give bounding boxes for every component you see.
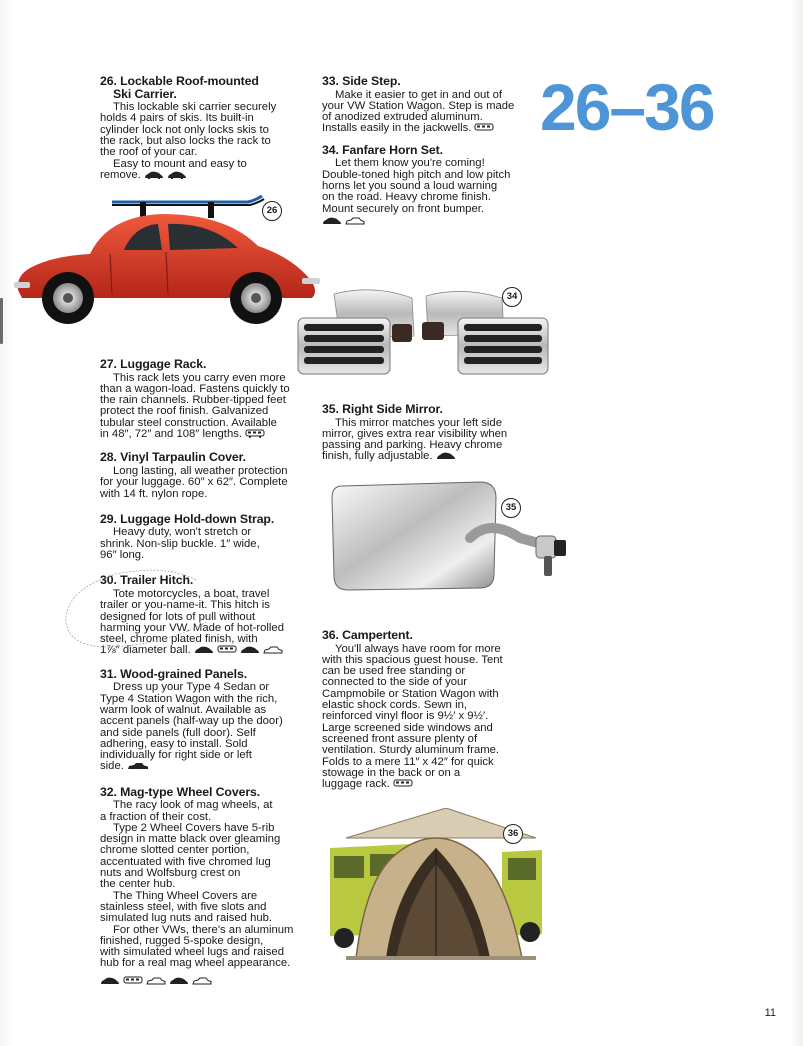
item-34-text: Let them know you're coming! Double-toned high pitch and low pitch horns let you sound a loud warning on the road. Heavy chrome finish. Mount securely on front bumper.: [322, 157, 511, 215]
item-26: [100, 75, 302, 181]
item-30-title: 30. Trailer Hitch.: [100, 573, 194, 588]
beetle-silhouette-icon: [240, 646, 260, 654]
item-32-text: The racy look of mag wheels, at a fraction of their cost. Type 2 Wheel Covers have 5-rib design in matte black over gleaming chrome slotted center portion, accentuated with five chromed lug nuts and Wolfsburg crest on the center hub. The Thing Wheel Covers are stainless steel, with five slots and simulated lug nuts and raised hub. For other VWs, there's an aluminum finished, rugged 5-spoke design, with simulated wheel lugs and raised hub for a real mag wheel appearance.: [100, 799, 294, 970]
right-column-lower: [322, 629, 532, 790]
right-column-middle: [322, 403, 532, 463]
item-35-badge: 35: [501, 498, 521, 518]
item-27-title: 27. Luggage Rack.: [100, 357, 207, 371]
item-35: [322, 403, 532, 463]
sedan-outline-icon: [345, 217, 365, 225]
item-36-badge: 36: [503, 824, 523, 844]
beetle-silhouette-icon: [322, 217, 342, 225]
binding-edge: [0, 298, 3, 344]
item-32-model-icons: [100, 976, 302, 987]
beetle-silhouette-icon: [436, 452, 456, 460]
item-35-title: 35. Right Side Mirror.: [322, 402, 443, 416]
left-column: [100, 75, 302, 181]
beetle-silhouette-icon: [127, 762, 149, 770]
side-mirror-image: [330, 478, 580, 597]
item-32-title: 32. Mag-type Wheel Covers.: [100, 784, 261, 799]
bus-outline-icon: [245, 429, 265, 438]
item-36-title: 36. Campertent.: [322, 628, 413, 642]
item-34-title: 34. Fanfare Horn Set.: [322, 142, 443, 157]
item-33-title: 33. Side Step.: [322, 74, 401, 88]
beetle-silhouette-icon: [167, 171, 187, 179]
beetle-silhouette-icon: [169, 977, 189, 985]
item-28: [100, 451, 302, 499]
bus-outline-icon: [217, 645, 237, 654]
bus-outline-icon: [474, 123, 494, 132]
item-31-text: Dress up your Type 4 Sedan or Type 4 Station Wagon with the rich, warm look of walnut. Available as accent panels (half-way up the door) and side panels (full door). Self adhering, easy to install. Sold individually for right side or left side.: [100, 681, 283, 773]
page-number: 11: [764, 1007, 776, 1019]
sedan-outline-icon: [192, 977, 212, 985]
item-34-badge: 34: [502, 287, 522, 307]
item-30-text: Tote motorcycles, a boat, travel trailer or you-name-it. This hitch is designed for lots of pull without harming your VW. Made of hot-rolled steel, chrome plated finish, with 1⅞″ diameter ball.: [100, 587, 284, 657]
item-26-badge: 26: [262, 201, 282, 221]
item-29-title: 29. Luggage Hold-down Strap.: [100, 511, 275, 526]
pencil-scribble: [56, 560, 216, 660]
beetle-ski-carrier-image: [12, 194, 332, 333]
bus-outline-icon: [123, 976, 143, 985]
item-33-text: Make it easier to get in and out of your VW Station Wagon. Step is made of anodized extruded aluminum. Installs easily in the jackwells.: [322, 88, 515, 135]
item-29-text: Heavy duty, won't stretch or shrink. Non-slip buckle. 1″ wide, 96″ long.: [100, 526, 260, 562]
beetle-silhouette-icon: [144, 171, 164, 179]
item-35-text: This mirror matches your left side mirror, gives extra rear visibility when passing and parking. Heavy chrome finish, fully adjustable.: [322, 416, 508, 463]
item-32: [100, 786, 302, 987]
item-28-text: Long lasting, all weather protection for your luggage. 60″ x 62″. Complete with 14 ft. nylon rope.: [100, 464, 288, 500]
sedan-outline-icon: [263, 646, 283, 654]
item-28-title: 28. Vinyl Tarpaulin Cover.: [100, 450, 246, 465]
item-33: [322, 75, 532, 135]
item-27: [100, 358, 302, 440]
item-36-text: You'll always have room for more with this spacious guest house. Tent can be used free standing or connected to the side of your Campmobile or Station Wagon with elastic shock cords. Sewn in, reinforced vinyl floor is 9½′ x 9½′. Large screened side windows and screened front assure plenty of ventilation. Sturdy aluminum frame. Folds to a mere 11″ x 42″ for quick stowage in the back or on a luggage rack.: [322, 642, 503, 791]
right-column: [322, 75, 532, 227]
beetle-silhouette-icon: [100, 977, 120, 985]
item-26-title: 26. Lockable Roof-mounted Ski Carrier.: [100, 74, 259, 101]
bus-outline-icon: [393, 779, 413, 788]
item-26-text: This lockable ski carrier securely holds 4 pairs of skis. Its built-in cylinder lock not only locks skis to the rack, but also locks the rack to the roof of your car. Easy to mount and easy to remove.: [100, 101, 277, 181]
section-range-heading: 26–36: [540, 70, 714, 144]
item-34-model-icons: [322, 216, 532, 227]
item-29: [100, 513, 302, 561]
item-34: [322, 144, 532, 227]
item-31-title: 31. Wood-grained Panels.: [100, 666, 248, 681]
item-36: [322, 629, 532, 790]
left-column-lower: [100, 358, 302, 987]
sedan-outline-icon: [146, 977, 166, 985]
item-31: [100, 668, 302, 773]
item-27-text: This rack lets you carry even more than a wagon-load. Fastens quickly to the rain channels. Rubber-tipped feet protect the roof finish. Galvanized tubular steel construction. Available in 48″, 72″ and 108″ lengths.: [100, 371, 290, 441]
